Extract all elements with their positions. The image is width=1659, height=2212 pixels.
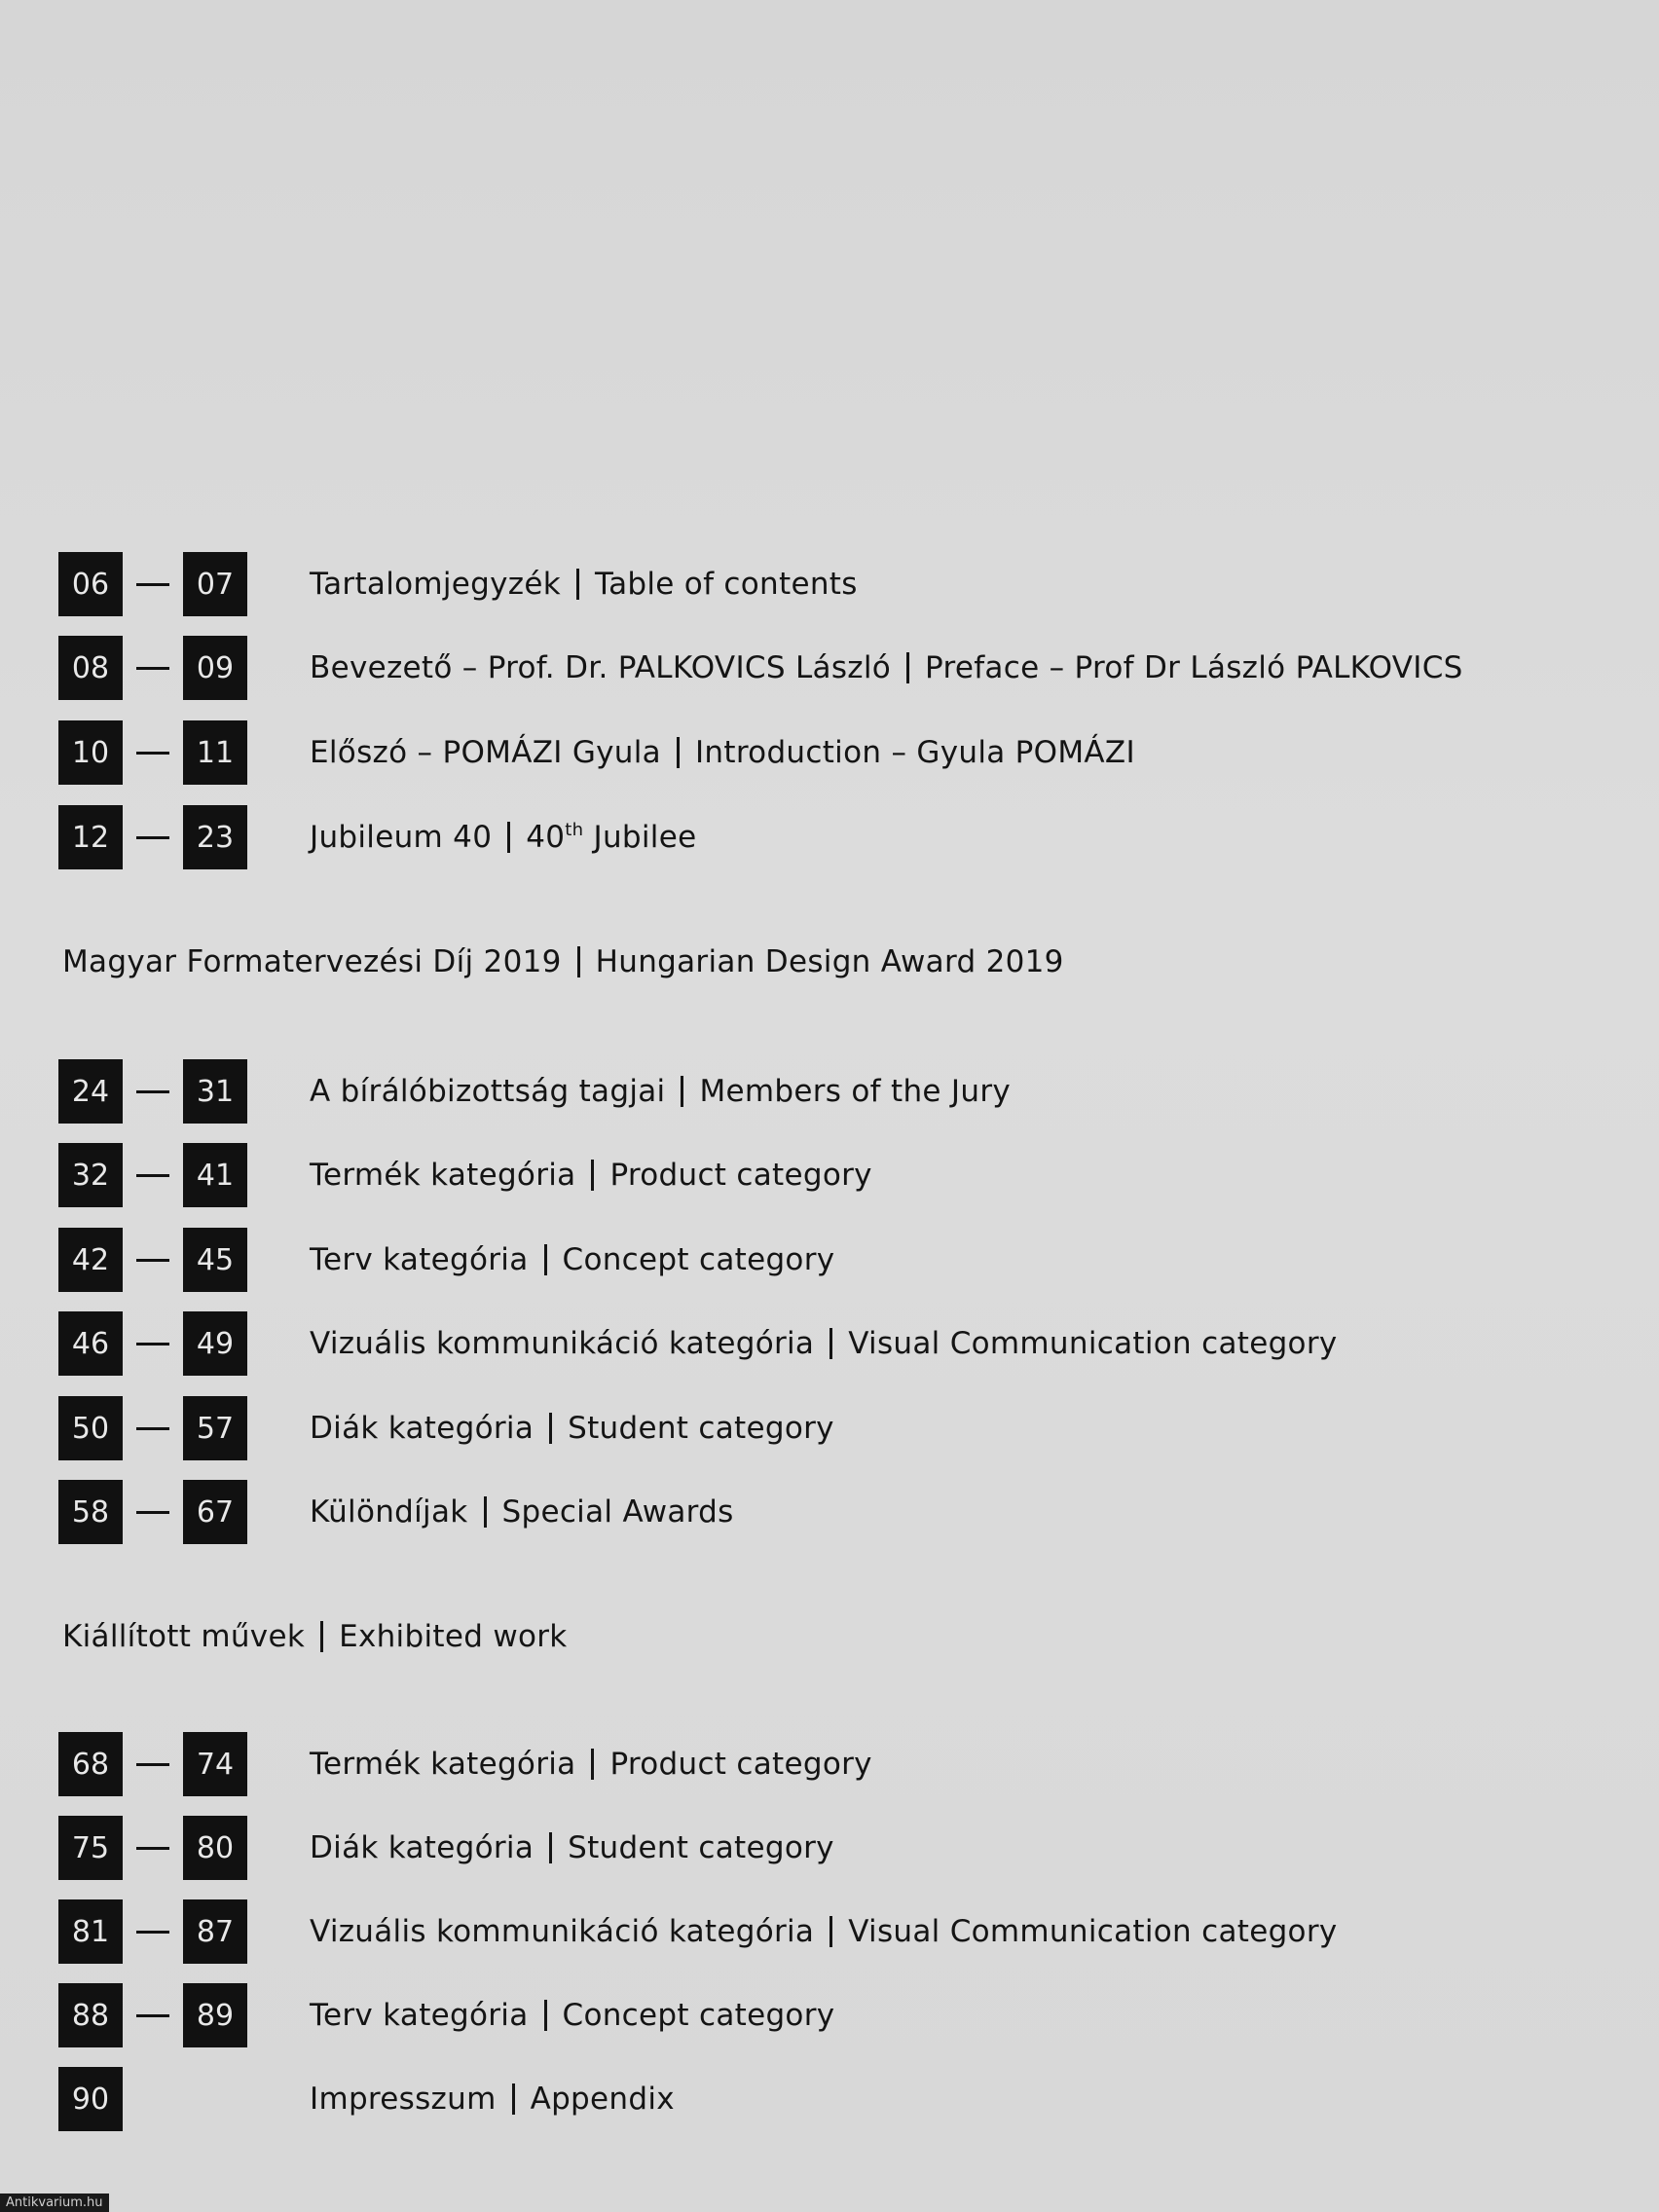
entry-title-hu: Impresszum [310, 2082, 497, 2117]
section-heading-en: Exhibited work [339, 1619, 568, 1654]
page-end-box: 07 [183, 552, 247, 616]
page-end-box: 49 [183, 1311, 247, 1376]
entry-title-en: Special Awards [501, 1494, 734, 1530]
entry-title [310, 1747, 872, 1782]
toc-entry-exhibited-student-category[interactable] [58, 1816, 834, 1880]
page-end-box: 80 [183, 1816, 247, 1880]
separator-bar [681, 1076, 683, 1107]
toc-entry-concept-category[interactable] [58, 1228, 834, 1292]
page-start-box: 32 [58, 1143, 123, 1207]
entry-title-en: Student category [568, 1411, 834, 1446]
page-end-box: 67 [183, 1480, 247, 1544]
page-start-box: 50 [58, 1396, 123, 1460]
toc-entry-jury[interactable] [58, 1059, 1011, 1124]
page-start-box: 12 [58, 805, 123, 869]
entry-title [310, 2082, 675, 2117]
range-dash [123, 636, 183, 700]
separator-bar [544, 1244, 547, 1275]
toc-entry-jubilee[interactable] [58, 805, 696, 869]
page-end-box: 09 [183, 636, 247, 700]
entry-title [310, 1242, 834, 1277]
toc-entry-table-of-contents[interactable] [58, 552, 858, 616]
range-dash [123, 1899, 183, 1964]
section-heading-hungarian-design-award [62, 944, 1064, 979]
entry-title-hu: Terv kategória [310, 1242, 529, 1277]
separator-bar [830, 1328, 832, 1359]
range-dash [123, 1311, 183, 1376]
toc-entry-special-awards[interactable] [58, 1480, 734, 1544]
range-dash [123, 1143, 183, 1207]
entry-title-hu: Tartalomjegyzék [310, 567, 561, 602]
entry-title [310, 1494, 734, 1530]
page-start-box: 06 [58, 552, 123, 616]
range-dash [123, 1480, 183, 1544]
entry-title [310, 567, 858, 602]
entry-title-en: Visual Communication category [848, 1326, 1338, 1361]
separator-bar [549, 1832, 552, 1863]
page-start-box: 81 [58, 1899, 123, 1964]
entry-title-hu: Vizuális kommunikáció kategória [310, 1326, 815, 1361]
separator-bar [512, 2083, 515, 2115]
toc-entry-student-category[interactable] [58, 1396, 834, 1460]
toc-entry-visual-communication-category[interactable] [58, 1311, 1338, 1376]
separator-bar [549, 1413, 552, 1444]
range-dash [123, 1732, 183, 1796]
entry-title [310, 650, 1463, 685]
page-start-box: 88 [58, 1983, 123, 2047]
entry-title [310, 1158, 872, 1193]
range-dash [123, 1983, 183, 2047]
entry-title [310, 1074, 1011, 1109]
separator-bar [830, 1916, 832, 1947]
page-start-box: 08 [58, 636, 123, 700]
toc-entry-preface[interactable] [58, 636, 1463, 700]
entry-title [310, 1326, 1338, 1361]
separator-bar [320, 1621, 323, 1652]
page-end-box: 87 [183, 1899, 247, 1964]
entry-title-hu: Előszó – POMÁZI Gyula [310, 735, 661, 770]
separator-bar [576, 569, 579, 600]
entry-title-en: Product category [609, 1747, 872, 1782]
entry-title [310, 735, 1135, 770]
toc-entry-exhibited-visual-communication-category[interactable] [58, 1899, 1338, 1964]
entry-title-en: Introduction – Gyula POMÁZI [694, 735, 1135, 770]
page-end-box: 23 [183, 805, 247, 869]
entry-title-hu: Diák kategória [310, 1411, 535, 1446]
range-dash [123, 1228, 183, 1292]
toc-entry-exhibited-concept-category[interactable] [58, 1983, 834, 2047]
range-dash-empty [123, 2067, 183, 2131]
entry-title-hu: Terv kategória [310, 1998, 529, 2033]
entry-title-en-word: Jubilee [583, 820, 697, 855]
watermark-label: Antikvarium.hu [0, 2194, 109, 2212]
entry-title-hu: Termék kategória [310, 1158, 576, 1193]
section-heading-exhibited-work [62, 1619, 568, 1654]
entry-title [310, 1830, 834, 1865]
range-dash [123, 1396, 183, 1460]
entry-title-en: Concept category [562, 1998, 835, 2033]
section-heading-hu: Magyar Formatervezési Díj 2019 [62, 944, 562, 979]
entry-title-en: Concept category [562, 1242, 835, 1277]
separator-bar [484, 1496, 487, 1528]
entry-title-en: Table of contents [594, 567, 858, 602]
page-start-box: 46 [58, 1311, 123, 1376]
section-heading-hu: Kiállított művek [62, 1619, 306, 1654]
page-start-box: 24 [58, 1059, 123, 1124]
entry-title-hu: Vizuális kommunikáció kategória [310, 1914, 815, 1949]
separator-bar [577, 946, 580, 977]
entry-title [310, 1998, 834, 2033]
page-start-box: 42 [58, 1228, 123, 1292]
range-dash [123, 1059, 183, 1124]
page-end-box: 74 [183, 1732, 247, 1796]
page-start-box: 75 [58, 1816, 123, 1880]
separator-bar [906, 652, 909, 683]
page-end-box: 89 [183, 1983, 247, 2047]
range-dash [123, 805, 183, 869]
entry-title-en: Members of the Jury [699, 1074, 1012, 1109]
toc-entry-appendix[interactable] [58, 2067, 675, 2131]
separator-bar [591, 1160, 594, 1191]
ordinal-suffix: th [565, 820, 584, 840]
separator-bar [677, 737, 680, 768]
separator-bar [544, 2000, 547, 2031]
page-start-box: 68 [58, 1732, 123, 1796]
page-start-box: 10 [58, 720, 123, 785]
toc-entry-product-category[interactable] [58, 1143, 872, 1207]
entry-title [310, 1914, 1338, 1949]
entry-title-hu: Termék kategória [310, 1747, 576, 1782]
separator-bar [507, 822, 510, 853]
toc-entry-exhibited-product-category[interactable] [58, 1732, 872, 1796]
entry-title [310, 820, 696, 855]
range-dash [123, 552, 183, 616]
entry-title-hu: Jubileum 40 [310, 820, 493, 855]
entry-title-en: Visual Communication category [848, 1914, 1338, 1949]
range-dash [123, 720, 183, 785]
toc-entry-introduction[interactable] [58, 720, 1135, 785]
page-end-placeholder [183, 2067, 247, 2131]
entry-title-hu: Diák kategória [310, 1830, 535, 1865]
page-start-box: 90 [58, 2067, 123, 2131]
entry-title-en: Student category [568, 1830, 834, 1865]
entry-title-en: Product category [609, 1158, 872, 1193]
entry-title-hu: A bírálóbizottság tagjai [310, 1074, 666, 1109]
range-dash [123, 1816, 183, 1880]
page-end-box: 57 [183, 1396, 247, 1460]
entry-title [310, 1411, 834, 1446]
entry-title-en: Appendix [530, 2082, 675, 2117]
page-start-box: 58 [58, 1480, 123, 1544]
separator-bar [591, 1749, 594, 1780]
section-heading-en: Hungarian Design Award 2019 [595, 944, 1064, 979]
entry-title-hu: Különdíjak [310, 1494, 468, 1530]
entry-title-en-number: 40 [526, 820, 566, 855]
page-end-box: 11 [183, 720, 247, 785]
entry-title-en [526, 820, 696, 855]
entry-title-en: Preface – Prof Dr László PALKOVICS [925, 650, 1463, 685]
entry-title-hu: Bevezető – Prof. Dr. PALKOVICS László [310, 650, 892, 685]
page-end-box: 45 [183, 1228, 247, 1292]
page-end-box: 31 [183, 1059, 247, 1124]
page-end-box: 41 [183, 1143, 247, 1207]
